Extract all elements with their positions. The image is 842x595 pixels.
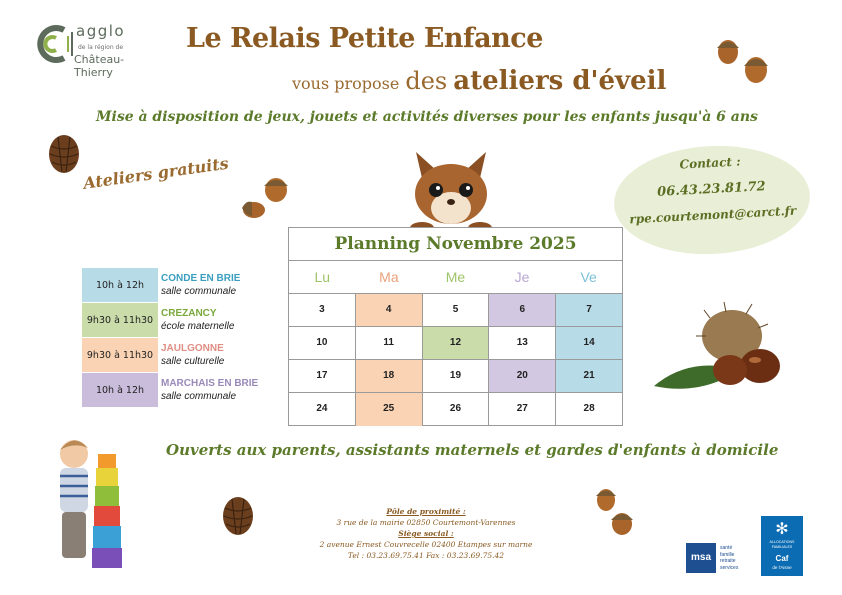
legend-row	[82, 338, 282, 372]
planning-calendar	[288, 227, 623, 426]
msa-line: services	[720, 564, 739, 571]
contact-title: Contact :	[679, 154, 741, 172]
calendar-week-row	[289, 294, 622, 327]
weekday-header: Je	[514, 269, 530, 285]
calendar-grid	[289, 294, 622, 426]
chestnuts-icon	[650, 296, 790, 396]
calendar-day-cell: 19	[423, 360, 490, 392]
legend-place: salle communale	[161, 391, 237, 402]
legend-row	[82, 268, 282, 302]
squirrel-icon	[392, 150, 510, 234]
phone-fax: Tel : 03.23.69.75.41 Fax : 03.23.69.75.42	[347, 551, 505, 560]
calendar-day-cell: 5	[423, 294, 490, 326]
caf-logo	[761, 516, 803, 576]
acorns-icon	[712, 34, 774, 88]
weekday-header: Ma	[379, 269, 399, 285]
msa-line: retraite	[720, 558, 736, 564]
legend-place: salle culturelle	[161, 356, 225, 367]
caf-dept: de l'Aisne	[772, 565, 792, 570]
calendar-day-cell: 18	[356, 360, 423, 392]
weekday-header: Me	[445, 269, 466, 285]
calendar-week-row	[289, 327, 622, 360]
acorns-icon	[238, 172, 294, 222]
siege-address: 2 avenue Ernest Couvrecelle 02400 Etampes sur marne	[319, 540, 533, 549]
caf-line: FAMILIALES	[771, 544, 793, 549]
logo-agglo: agglo	[76, 22, 126, 40]
calendar-day-cell: 24	[289, 393, 356, 426]
calendar-day-cell: 12	[423, 327, 490, 359]
free-workshops-label: Ateliers gratuits	[82, 153, 230, 193]
msa-mark: msa	[686, 543, 716, 573]
contact-phone: 06.43.23.81.72	[656, 179, 767, 200]
calendar-day-cell: 21	[556, 360, 622, 392]
tagline: Mise à disposition de jeux, jouets et activités diverses pour les enfants jusqu'à 6 ans	[96, 109, 758, 125]
calendar-week-row	[289, 393, 622, 426]
legend-time: 10h à 12h	[82, 268, 158, 302]
calendar-day-cell: 27	[489, 393, 556, 426]
calendar-title: Planning Novembre 2025	[289, 228, 622, 261]
subtitle-part-1: vous propose	[292, 74, 400, 93]
child-photo-icon	[54, 432, 126, 570]
logo-mark-icon	[34, 22, 74, 66]
page-title: Le Relais Petite Enfance	[186, 23, 543, 54]
pinecone-icon	[44, 130, 84, 176]
msa-logo	[686, 543, 756, 575]
contact-bubble	[611, 141, 812, 259]
calendar-day-cell: 20	[489, 360, 556, 392]
siege-label: Siège social :	[398, 529, 454, 538]
legend-row	[82, 303, 282, 337]
caf-name: Caf	[775, 554, 789, 563]
legend-town: CONDE EN BRIE	[161, 273, 241, 284]
msa-text	[720, 545, 738, 571]
calendar-day-cell: 7	[556, 294, 622, 326]
legend-town: MARCHAIS EN BRIE	[161, 378, 259, 389]
legend-place: salle communale	[161, 286, 237, 297]
legend-town: CREZANCY	[161, 308, 217, 319]
calendar-day-cell: 28	[583, 403, 595, 414]
acorns-icon	[592, 482, 638, 540]
legend-row	[82, 373, 282, 407]
pole-label: Pôle de proximité :	[386, 507, 466, 516]
calendar-day-cell: 10	[289, 327, 356, 359]
msa-line: famille	[720, 551, 735, 558]
calendar-week-row	[289, 360, 622, 393]
caf-emblem-icon: ✻	[775, 519, 789, 538]
subtitle-part-3: ateliers d'éveil	[453, 66, 667, 96]
msa-line: santé	[720, 545, 733, 551]
caf-line: ALLOCATIONS	[769, 540, 795, 544]
audience-line: Ouverts aux parents, assistants maternels et gardes d'enfants à domicile	[166, 441, 779, 459]
legend-place: école maternelle	[161, 321, 235, 332]
calendar-day-cell: 6	[489, 294, 556, 326]
legend-time: 9h30 à 11h30	[82, 303, 158, 337]
calendar-weekdays	[289, 261, 622, 294]
caf-allocations	[761, 540, 803, 549]
agglo-logo	[34, 20, 144, 79]
calendar-day-cell: 11	[356, 327, 423, 359]
calendar-day-cell: 17	[289, 360, 356, 392]
address-block	[276, 506, 576, 561]
page-subtitle	[292, 66, 666, 96]
logo-city: Château-Thierry	[74, 53, 125, 79]
calendar-day-cell: 3	[289, 294, 356, 326]
weekday-header: Ve	[580, 269, 597, 285]
calendar-day-cell: 4	[356, 294, 423, 326]
calendar-day-cell: 14	[556, 327, 622, 359]
weekday-header: Lu	[314, 269, 331, 285]
logo-region: de la région de	[78, 44, 124, 51]
calendar-day-cell: 25	[356, 393, 423, 426]
pole-address: 3 rue de la mairie 02850 Courtemont-Varennes	[336, 518, 516, 527]
legend-time: 10h à 12h	[82, 373, 158, 407]
legend-time: 9h30 à 11h30	[82, 338, 158, 372]
workshop-legend	[82, 268, 282, 408]
contact-email: rpe.courtemont@carct.fr	[629, 203, 797, 227]
subtitle-part-2: des	[405, 67, 448, 95]
calendar-day-cell: 13	[489, 327, 556, 359]
legend-town: JAULGONNE	[161, 343, 224, 354]
pinecone-icon	[218, 492, 258, 538]
calendar-day-cell: 26	[423, 393, 490, 426]
